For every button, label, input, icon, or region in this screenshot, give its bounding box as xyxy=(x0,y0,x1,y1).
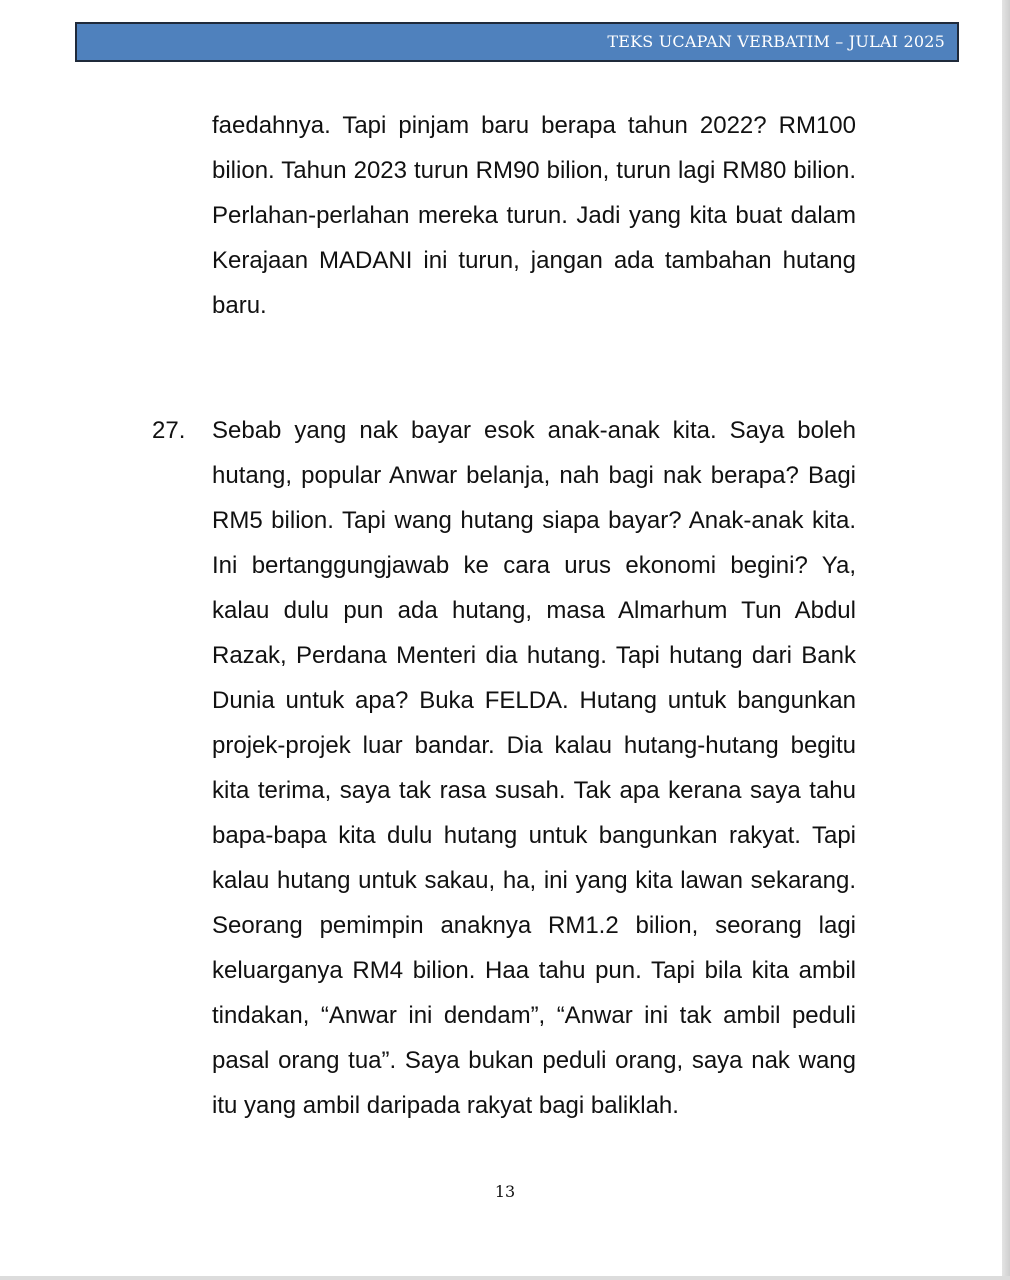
page-bottom-edge xyxy=(0,1276,1010,1280)
page-number: 13 xyxy=(494,1182,516,1201)
header-bar xyxy=(75,22,959,62)
paragraph-continuation: faedahnya. Tapi pinjam baru berapa tahun 2022? RM100 bilion. Tahun 2023 turun RM90 bilion, turun lagi RM80 bilion. Perlahan-perlahan mereka turun. Jadi yang kita buat dalam Kerajaan MADANI ini turun, jangan ada tambahan hutang baru. xyxy=(212,112,856,319)
paragraph-number: 27. xyxy=(152,417,186,444)
page-edge-shadow xyxy=(1002,0,1010,1280)
paragraph-27: Sebab yang nak bayar esok anak-anak kita. Saya boleh hutang, popular Anwar belanja, nah bagi nak berapa? Bagi RM5 bilion. Tapi wang hutang siapa bayar? Anak-anak kita. Ini bertanggungjawab ke cara urus ekonomi begini? Ya, kalau dulu pun ada hutang, masa Almarhum Tun Abdul Razak, Perdana Menteri dia hutang. Tapi hutang dari Bank Dunia untuk apa? Buka FELDA. Hutang untuk bangunkan projek-projek luar bandar. Dia kalau hutang-hutang begitu kita terima, saya tak rasa susah. Tak apa kerana saya tahu bapa-bapa kita dulu hutang untuk bangunkan rakyat. Tapi kalau hutang untuk sakau, ha, ini yang kita lawan sekarang. Seorang pemimpin anaknya RM1.2 bilion, seorang lagi keluarganya RM4 bilion. Haa tahu pun. Tapi bila kita ambil tindakan, “Anwar ini dendam”, “Anwar ini tak ambil peduli pasal orang tua”. Saya bukan peduli orang, saya nak wang itu yang ambil daripada rakyat bagi baliklah. xyxy=(212,417,856,1119)
header-title: TEKS UCAPAN VERBATIM – JULAI 2025 xyxy=(607,32,945,51)
